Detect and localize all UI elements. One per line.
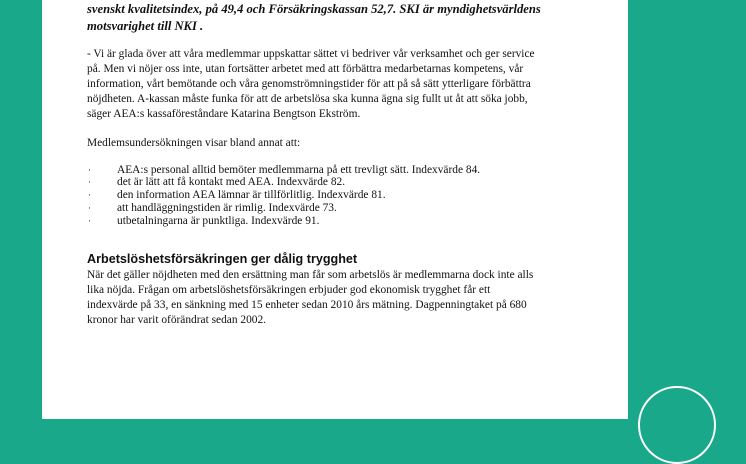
list-item-text: att handläggningstiden är rimlig. Indexvärde 73. bbox=[117, 202, 337, 215]
survey-results-list bbox=[87, 164, 607, 229]
list-item bbox=[87, 202, 607, 215]
list-item bbox=[87, 164, 607, 177]
closing-line: När det gäller nöjdheten med den ersättning man får som arbetslös är medlemmarna dock inte alls bbox=[87, 269, 534, 282]
list-item bbox=[87, 189, 607, 202]
list-item bbox=[87, 176, 607, 189]
quote-line: säger AEA:s kassaföreståndare Katarina Bengtson Ekström. bbox=[87, 108, 361, 121]
list-item-text: AEA:s personal alltid bemöter medlemmarna på ett trevligt sätt. Indexvärde 84. bbox=[117, 163, 481, 176]
bullet-marker: · bbox=[88, 216, 91, 227]
intro-line: motsvarighet till NKI . bbox=[87, 19, 204, 33]
list-item-text: det är lätt att få kontakt med AEA. Indexvärde 82. bbox=[117, 176, 346, 189]
quote-line: - Vi är glada över att våra medlemmar uppskattar sättet vi bedriver vår verksamhet och ger service bbox=[87, 48, 535, 60]
list-item-text: utbetalningarna är punktliga. Indexvärde 91. bbox=[117, 215, 320, 228]
article-body bbox=[87, 0, 607, 328]
section-heading: Arbetslöshetsförsäkringen ger dålig trygghet bbox=[87, 252, 358, 267]
intro-paragraph bbox=[87, 0, 607, 35]
quote-line: på. Men vi nöjer oss inte, utan fortsätter arbetet med att förbättra medarbetarnas kompetens, vår bbox=[87, 63, 524, 76]
bullet-marker: · bbox=[88, 203, 91, 214]
bullet-marker: · bbox=[88, 164, 91, 175]
list-item-text: den information AEA lämnar är tillförlitlig. Indexvärde 81. bbox=[117, 189, 386, 202]
closing-paragraph bbox=[87, 268, 607, 328]
intro-line: svenskt kvalitetsindex, på 49,4 och Försäkringskassan 52,7. SKI är myndighetsvärldens bbox=[87, 2, 541, 16]
survey-intro: Medlemsundersökningen visar bland annat att: bbox=[87, 137, 301, 150]
closing-line: lika nöjda. Frågan om arbetslöshetsförsäkringen erbjuder god ekonomisk trygghet får ett bbox=[87, 284, 491, 297]
closing-line: indexvärde på 33, en sänkning med 15 enheter sedan 2010 års mätning. Dagpenningtaket på 680 bbox=[87, 299, 527, 312]
bullet-marker: · bbox=[88, 177, 91, 188]
document-page bbox=[42, 0, 628, 419]
decorative-ring-icon bbox=[638, 386, 716, 464]
list-item bbox=[87, 215, 607, 228]
quote-line: nöjdheten. A-kassan måste funka för att de arbetslösa ska kunna ägna sig fullt ut åt att söka jobb, bbox=[87, 93, 528, 106]
closing-line: kronor har varit oförändrat sedan 2002. bbox=[87, 314, 267, 327]
bullet-marker: · bbox=[88, 190, 91, 201]
quote-paragraph bbox=[87, 47, 607, 122]
quote-line: information, vårt bemötande och våra genomströmningstider för att på så sätt ytterligare förbättra bbox=[87, 78, 531, 91]
